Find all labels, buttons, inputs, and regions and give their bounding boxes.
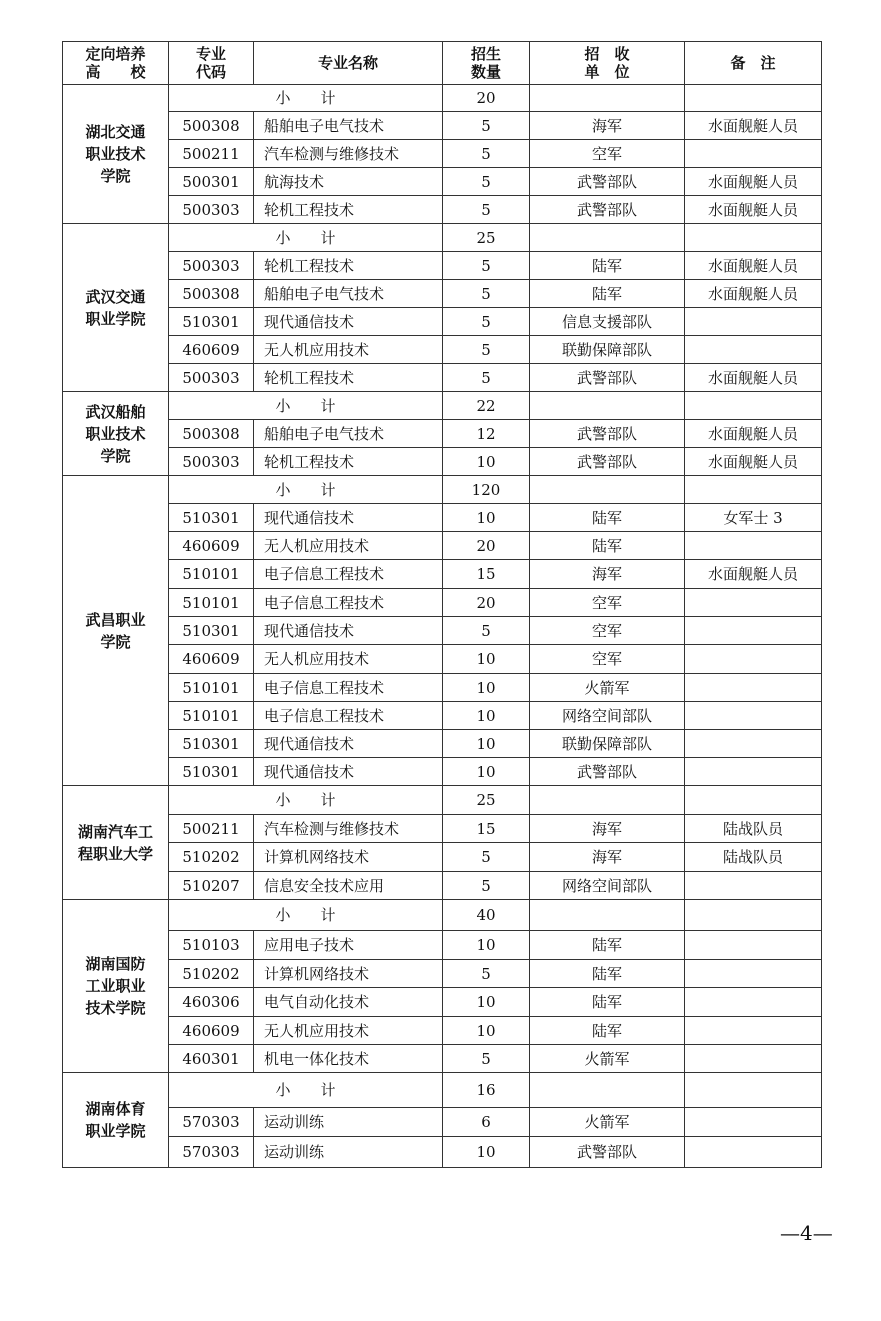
major-name: 现代通信技术 [254,504,443,532]
major-name: 船舶电子电气技术 [254,112,443,140]
enroll-unit: 海军 [530,560,685,589]
subtotal-remark [685,476,822,504]
enroll-unit: 网络空间部队 [530,702,685,730]
major-name: 运动训练 [254,1108,443,1137]
enroll-unit: 陆军 [530,960,685,988]
enroll-quota: 5 [443,168,530,196]
remark: 陆战队员 [685,815,822,843]
major-code: 510103 [169,931,254,960]
enroll-quota: 12 [443,420,530,448]
subtotal-remark [685,900,822,931]
table-body [63,85,822,1168]
table-row [63,168,822,196]
subtotal-unit [530,392,685,420]
enroll-quota: 5 [443,843,530,872]
remark [685,931,822,960]
remark [685,1137,822,1168]
major-code: 500303 [169,364,254,392]
enroll-quota: 5 [443,336,530,364]
enroll-unit: 武警部队 [530,758,685,786]
subtotal-row [63,786,822,815]
major-name: 计算机网络技术 [254,960,443,988]
enroll-unit: 武警部队 [530,448,685,476]
enroll-quota: 20 [443,532,530,560]
subtotal-remark [685,224,822,252]
major-code: 510202 [169,960,254,988]
remark [685,674,822,702]
subtotal-label: 小 计 [169,392,443,420]
major-code: 460609 [169,336,254,364]
major-code: 510301 [169,730,254,758]
major-name: 无人机应用技术 [254,532,443,560]
table-row [63,196,822,224]
table-row [63,280,822,308]
table-row [63,645,822,674]
remark: 水面舰艇人员 [685,280,822,308]
enroll-unit: 海军 [530,112,685,140]
remark [685,730,822,758]
subtotal-quota: 40 [443,900,530,931]
header-name: 专业名称 [254,42,443,85]
major-name: 轮机工程技术 [254,196,443,224]
major-name: 汽车检测与维修技术 [254,140,443,168]
major-code: 510301 [169,758,254,786]
major-code: 500303 [169,252,254,280]
enroll-unit: 火箭军 [530,1108,685,1137]
subtotal-quota: 25 [443,224,530,252]
enroll-unit: 武警部队 [530,420,685,448]
major-code: 460609 [169,1017,254,1045]
enroll-quota: 20 [443,589,530,617]
table-row [63,532,822,560]
subtotal-row [63,85,822,112]
enroll-quota: 15 [443,815,530,843]
subtotal-label: 小 计 [169,900,443,931]
remark: 水面舰艇人员 [685,252,822,280]
major-name: 无人机应用技术 [254,336,443,364]
table-row [63,140,822,168]
header-school: 定向培养 高 校 [63,42,169,85]
enroll-quota: 5 [443,960,530,988]
major-code: 500308 [169,280,254,308]
enroll-unit: 火箭军 [530,674,685,702]
remark: 水面舰艇人员 [685,560,822,589]
table-row [63,589,822,617]
remark: 水面舰艇人员 [685,168,822,196]
table-row [63,843,822,872]
subtotal-unit [530,900,685,931]
subtotal-remark [685,786,822,815]
enroll-quota: 5 [443,617,530,645]
major-code: 570303 [169,1108,254,1137]
enroll-quota: 10 [443,730,530,758]
enroll-quota: 6 [443,1108,530,1137]
table-row [63,420,822,448]
subtotal-label: 小 计 [169,786,443,815]
subtotal-quota: 16 [443,1073,530,1108]
major-code: 460609 [169,645,254,674]
major-code: 460301 [169,1045,254,1073]
remark: 女军士 3 [685,504,822,532]
remark [685,1108,822,1137]
table-row [63,560,822,589]
table-row [63,252,822,280]
major-name: 船舶电子电气技术 [254,280,443,308]
table-row [63,730,822,758]
subtotal-remark [685,392,822,420]
enroll-quota: 10 [443,504,530,532]
table-row [63,758,822,786]
major-name: 计算机网络技术 [254,843,443,872]
major-name: 电子信息工程技术 [254,589,443,617]
enroll-unit: 空军 [530,617,685,645]
header-quota: 招生 数量 [443,42,530,85]
remark [685,988,822,1017]
remark: 水面舰艇人员 [685,112,822,140]
major-name: 轮机工程技术 [254,448,443,476]
major-code: 510301 [169,504,254,532]
enroll-unit: 网络空间部队 [530,872,685,900]
major-name: 运动训练 [254,1137,443,1168]
enroll-quota: 10 [443,1017,530,1045]
table-row [63,960,822,988]
subtotal-quota: 20 [443,85,530,112]
major-name: 现代通信技术 [254,758,443,786]
enroll-quota: 5 [443,364,530,392]
subtotal-row [63,1073,822,1108]
major-code: 500211 [169,815,254,843]
major-name: 电子信息工程技术 [254,674,443,702]
major-name: 轮机工程技术 [254,252,443,280]
remark [685,532,822,560]
enroll-unit: 陆军 [530,532,685,560]
major-name: 轮机工程技术 [254,364,443,392]
enroll-unit: 联勤保障部队 [530,336,685,364]
enroll-quota: 5 [443,112,530,140]
subtotal-unit [530,786,685,815]
major-name: 应用电子技术 [254,931,443,960]
subtotal-remark [685,1073,822,1108]
table-row [63,674,822,702]
subtotal-unit [530,85,685,112]
enrollment-table [62,41,822,1168]
table-row [63,815,822,843]
table-row [63,872,822,900]
table-row [63,1017,822,1045]
subtotal-label: 小 计 [169,85,443,112]
table-row [63,1137,822,1168]
header-unit: 招 收 单 位 [530,42,685,85]
major-name: 现代通信技术 [254,730,443,758]
enroll-quota: 5 [443,140,530,168]
major-code: 500211 [169,140,254,168]
school-name: 湖南国防 工业职业 技术学院 [63,900,169,1073]
table-row [63,112,822,140]
enroll-unit: 空军 [530,140,685,168]
subtotal-quota: 22 [443,392,530,420]
major-name: 无人机应用技术 [254,1017,443,1045]
major-code: 500308 [169,420,254,448]
enroll-unit: 陆军 [530,931,685,960]
major-code: 500301 [169,168,254,196]
enroll-quota: 5 [443,308,530,336]
school-name: 武汉交通 职业学院 [63,224,169,392]
enroll-unit: 武警部队 [530,196,685,224]
major-name: 机电一体化技术 [254,1045,443,1073]
major-code: 570303 [169,1137,254,1168]
major-code: 500303 [169,196,254,224]
table-row [63,1108,822,1137]
major-code: 510207 [169,872,254,900]
remark: 陆战队员 [685,843,822,872]
table-row [63,702,822,730]
enroll-unit: 武警部队 [530,168,685,196]
table-row [63,364,822,392]
enroll-quota: 10 [443,702,530,730]
enroll-unit: 武警部队 [530,364,685,392]
remark [685,589,822,617]
table-row [63,448,822,476]
remark [685,702,822,730]
major-name: 汽车检测与维修技术 [254,815,443,843]
major-name: 电气自动化技术 [254,988,443,1017]
subtotal-remark [685,85,822,112]
enroll-quota: 10 [443,674,530,702]
school-name: 武昌职业 学院 [63,476,169,786]
enroll-quota: 15 [443,560,530,589]
enroll-quota: 5 [443,252,530,280]
remark: 水面舰艇人员 [685,420,822,448]
remark [685,617,822,645]
subtotal-label: 小 计 [169,476,443,504]
major-code: 510101 [169,674,254,702]
major-code: 510101 [169,560,254,589]
enroll-unit: 陆军 [530,1017,685,1045]
remark [685,1017,822,1045]
enroll-unit: 空军 [530,589,685,617]
subtotal-unit [530,224,685,252]
major-name: 信息安全技术应用 [254,872,443,900]
enroll-unit: 海军 [530,843,685,872]
remark [685,140,822,168]
enroll-unit: 陆军 [530,280,685,308]
enroll-quota: 10 [443,1137,530,1168]
subtotal-unit [530,476,685,504]
enroll-quota: 10 [443,645,530,674]
table-row [63,308,822,336]
remark [685,960,822,988]
school-name: 湖北交通 职业技术 学院 [63,85,169,224]
major-name: 船舶电子电气技术 [254,420,443,448]
school-name: 湖南汽车工 程职业大学 [63,786,169,900]
remark: 水面舰艇人员 [685,364,822,392]
major-name: 电子信息工程技术 [254,560,443,589]
remark [685,1045,822,1073]
subtotal-row [63,900,822,931]
enroll-quota: 5 [443,1045,530,1073]
major-code: 500308 [169,112,254,140]
table-row [63,988,822,1017]
subtotal-row [63,392,822,420]
major-code: 510101 [169,702,254,730]
subtotal-row [63,224,822,252]
table-row [63,931,822,960]
subtotal-quota: 25 [443,786,530,815]
table-row [63,336,822,364]
table-row [63,1045,822,1073]
school-name: 武汉船舶 职业技术 学院 [63,392,169,476]
subtotal-label: 小 计 [169,1073,443,1108]
major-code: 510101 [169,589,254,617]
remark: 水面舰艇人员 [685,448,822,476]
header-code: 专业 代码 [169,42,254,85]
major-code: 460609 [169,532,254,560]
enroll-unit: 信息支援部队 [530,308,685,336]
enroll-quota: 10 [443,931,530,960]
enroll-unit: 武警部队 [530,1137,685,1168]
table-header-row [63,42,822,85]
enroll-unit: 联勤保障部队 [530,730,685,758]
remark [685,308,822,336]
major-code: 510301 [169,308,254,336]
major-name: 现代通信技术 [254,308,443,336]
remark [685,336,822,364]
major-code: 510301 [169,617,254,645]
enroll-unit: 陆军 [530,252,685,280]
table-row [63,504,822,532]
enroll-quota: 10 [443,758,530,786]
enroll-unit: 陆军 [530,504,685,532]
remark [685,645,822,674]
enroll-unit: 火箭军 [530,1045,685,1073]
major-code: 510202 [169,843,254,872]
remark [685,758,822,786]
enroll-quota: 10 [443,448,530,476]
enroll-unit: 陆军 [530,988,685,1017]
major-name: 现代通信技术 [254,617,443,645]
subtotal-label: 小 计 [169,224,443,252]
remark: 水面舰艇人员 [685,196,822,224]
subtotal-row [63,476,822,504]
major-name: 无人机应用技术 [254,645,443,674]
page-number: —4— [780,1221,833,1245]
enroll-unit: 空军 [530,645,685,674]
major-code: 460306 [169,988,254,1017]
remark [685,872,822,900]
enroll-quota: 10 [443,988,530,1017]
enroll-quota: 5 [443,872,530,900]
enroll-quota: 5 [443,196,530,224]
major-code: 500303 [169,448,254,476]
school-name: 湖南体育 职业学院 [63,1073,169,1168]
major-name: 航海技术 [254,168,443,196]
header-remark: 备 注 [685,42,822,85]
subtotal-quota: 120 [443,476,530,504]
enroll-quota: 5 [443,280,530,308]
major-name: 电子信息工程技术 [254,702,443,730]
enroll-unit: 海军 [530,815,685,843]
table-row [63,617,822,645]
subtotal-unit [530,1073,685,1108]
